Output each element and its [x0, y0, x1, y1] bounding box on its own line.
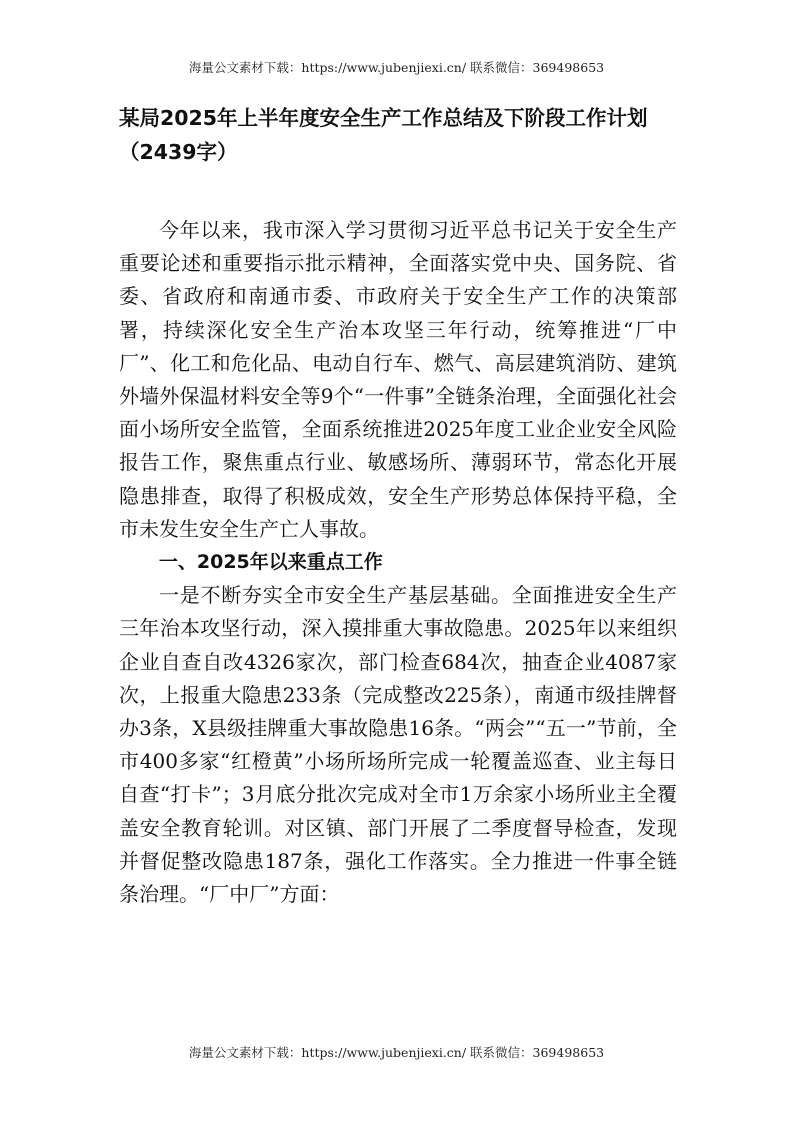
section-heading: 一、2025年以来重点工作 [158, 551, 383, 574]
document-title [119, 101, 679, 169]
page-header-watermark: 海量公文素材下载：https://www.jubenjiexi.cn/ 联系微信：369498653 [188, 60, 605, 75]
section-paragraph: 一是不断夯实全市安全生产基层基础。全面推进安全生产三年治本攻坚行动，深入摸排重大事故隐患。2025年以来组织企业自查自改4326家次，部门检查684次，抽查企业4087家次，上报重大隐患233条（完成整改225条），南通市级挂牌督办3条，X县级挂牌重大事故隐患16条。“两会”“五一”节前，全市400多家“红橙黄”小场所场所完成一轮覆盖巡查、业主每日自查“打卡”；3月底分批次完成对全市1万余家小场所业主全覆盖安全教育轮训。对区镇、部门开展了二季度督导检查，发现并督促整改隐患187条，强化工作落实。全力推进一件事全链条治理。“厂中厂”方面： [119, 583, 677, 907]
document-title-wordcount: （2439字） [119, 140, 238, 164]
page-footer-watermark: 海量公文素材下载：https://www.jubenjiexi.cn/ 联系微信：369498653 [188, 1045, 605, 1060]
intro-paragraph: 今年以来，我市深入学习贯彻习近平总书记关于安全生产重要论述和重要指示批示精神，全面落实党中央、国务院、省委、省政府和南通市委、市政府关于安全生产工作的决策部署，持续深化安全生产治本攻坚三年行动，统筹推进“厂中厂”、化工和危化品、电动自行车、燃气、高层建筑消防、建筑外墙外保温材料安全等9个“一件事”全链条治理，全面强化社会面小场所安全监管，全面系统推进2025年度工业企业安全风险报告工作，聚焦重点行业、敏感场所、薄弱环节，常态化开展隐患排查，取得了积极成效，安全生产形势总体保持平稳，全市未发生安全生产亡人事故。 [119, 218, 677, 541]
document-body [119, 214, 677, 911]
document-title-line1: 某局2025年上半年度安全生产工作总结及下阶段工作计划 [119, 106, 648, 130]
